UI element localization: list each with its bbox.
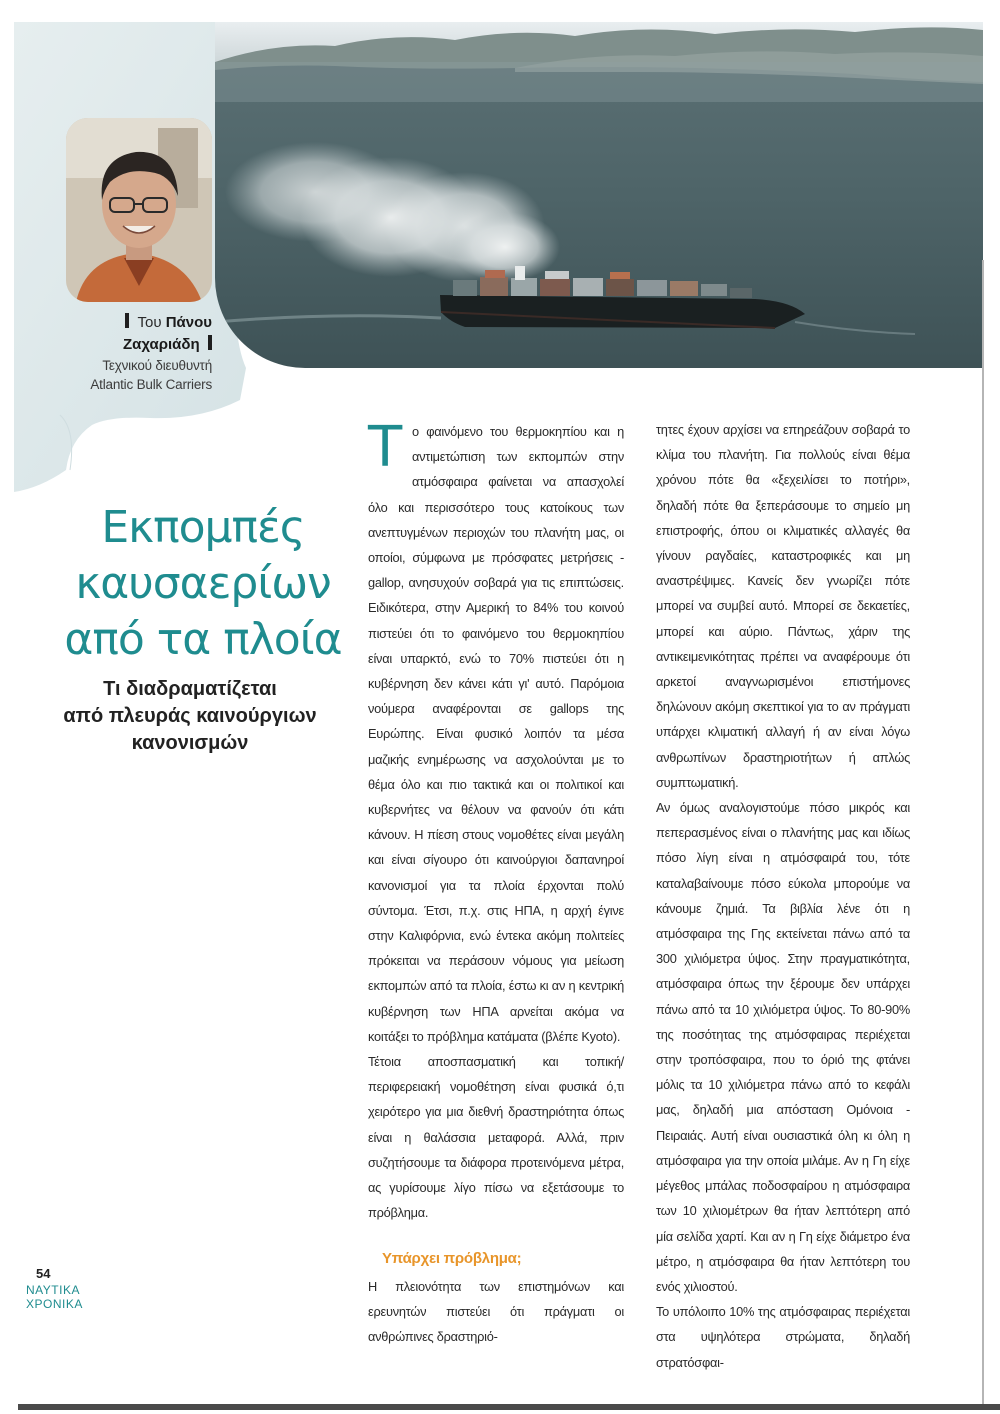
section-heading: Υπάρχει πρόβλημα;	[382, 1249, 522, 1267]
article-paragraph: Το υπόλοιπο 10% της ατμόσφαιρας περιέχεται στα υψηλότερα στρώματα, δηλαδή στρατόσφαι-	[656, 1304, 910, 1370]
author-role: Τεχνικού διευθυντή	[102, 358, 212, 373]
article-column-1	[368, 415, 624, 1349]
drop-cap: Τ	[368, 415, 402, 480]
subhead-line: Τι διαδραματίζεται	[103, 678, 277, 700]
binding-edge	[982, 260, 984, 1410]
author-byline	[40, 312, 212, 394]
article-paragraph: Αν όμως αναλογιστούμε πόσο μικρός και πεπερασμένος είναι ο πλανήτης μας και ιδίως πόσο λίγη είναι η ατμόσφαιρά του, τότε καταλαβαίνουμε πόσο εύκολα μπορούμε να κάνουμε ζημιά. Τα βιβλία λένε ότι η ατμόσφαιρα της Γης εκτείνεται πάνω από τα 300 χιλιόμετρα ύψος. Στην πραγματικότητα, ατμόσφαιρα όπως την ξέρουμε δεν υπάρχει πάνω από τα 10 χιλιόμετρα ύψος. Το 80-90% της ποσότητας της ατμόσφαιρας περιέχεται στην τροπόσφαιρα, που το όριό της φτάνει μόλις τα 10 χιλιόμετρα πάνω από το κεφάλι μας, δηλαδή μια απόσταση Ομόνοια - Πειραιάς. Αυτή είναι ουσιαστικά όλη κι όλη η ατμόσφαιρα για την οποία μιλάμε. Αν η Γη είχε μέγεθος μπάλας ποδοσφαίρου η ατμόσφαιρα των 10 χιλιομέτρων θα ήταν λεπτότερη από μία σελίδα χαρτί. Και αν η Γη είχε διάμετρο ένα μέτρο, η ατμόσφαιρα θα ήταν λεπτότερη του ενός χιλιοστού.	[656, 800, 910, 1294]
headline-line: Εκπομπές	[101, 502, 305, 553]
paragraph-text: ο φαινόμενο του θερμοκηπίου και η αντιμετώπιση των εκπομπών στην ατμόσφαιρα φαίνεται να απασχολεί όλο και περισσότερο τους κατοίκους των ανεπτυγμένων περιοχών του πλανήτη μας, οι οποίοι, σύμφωνα με πρόσφατες μετρήσεις - gallop, ανησυχούν σοβαρά για τις επιπτώσεις. Ειδικότερα, στην Αμερική το 84% του κοινού πιστεύει ότι το φαινόμενο του θερμοκηπίου είναι υπαρκτό, ενώ το 70% πιστεύει ότι η κυβέρνηση δεν κάνει κάτι γι' αυτό. Παρόμοια νούμερα αναφέρονται σε gallops της Ευρώπης. Είναι φυσικό λοιπόν τα μέσα μαζικής ενημέρωσης να ασχολούνται με το θέμα όλο και πιο τακτικά και οι πολιτικοί και κυβερνήτες να θέλουν να φανούν ότι κάτι κάνουν. Η πίεση στους νομοθέτες είναι μεγάλη και είναι σίγουρο ότι καινούργιοι δαπανηροί κανονισμοί για τα πλοία έρχονται πολύ σύντομα. Έτσι, π.χ. στις ΗΠΑ, η αρχή έγινε στην Καλιφόρνια, ενώ έντεκα ακόμη πολιτείες πρόκειται να περάσουν νόμους για μείωση εκπομπών από τα πλοία, έστω κι αν η κεντρική κυβέρνηση των ΗΠΑ αρνείται ακόμα να κοιτάξει το πρόβλημα κατάματα (βλέπε Kyoto).	[368, 424, 624, 1044]
byline-bar	[208, 335, 212, 350]
subhead-line: από πλευράς καινούργιων	[63, 705, 317, 727]
author-portrait	[66, 118, 212, 302]
article-headline	[58, 500, 348, 668]
ship-photo	[215, 22, 983, 368]
bottom-edge	[18, 1404, 1000, 1410]
article-paragraph: τητες έχουν αρχίσει να επηρεάζουν σοβαρά το κλίμα του πλανήτη. Για πολλούς είναι θέμα χρόνου πότε θα «ξεχειλίσει το ποτήρι», δηλαδή πότε θα ξεπεράσουμε το σημείο μη επιστροφής, όπου οι κλιματικές αλλαγές θα γίνουν ραγδαίες, καταστροφικές και μη αναστρέψιμες. Κανείς δεν γνωρίζει πότε μπορεί να συμβεί αυτό. Μπορεί σε δεκαετίες, μπορεί και αύριο. Πάντως, χάριν της αντικειμενικότητας πρέπει να αναφέρουμε ότι αρκετοί αναγνωρισμένοι επιστήμονες δηλώνουν ακόμη σκεπτικοί για το αν πράγματι υπάρχει κλιματική αλλαγή ή αν είναι λόγω ανθρωπίνων δραστηριοτήτων ή απλώς συμπτωματική.	[656, 422, 910, 790]
article-paragraph: Τέτοια αποσπασματική και τοπική/περιφερειακή νομοθέτηση είναι φυσικά ό,τι χειρότερο για μια διεθνή δραστηριότητα όπως είναι η θαλάσσια μεταφορά. Αλλά, πριν συζητήσουμε τα διάφορα προτεινόμενα μέτρα, ας γυρίσουμε λίγο πίσω να εξετάσουμε το πρόβλημα.	[368, 1054, 624, 1221]
article-paragraph: Η πλειονότητα των επιστημόνων και ερευνητών πιστεύει ότι πράγματι οι ανθρώπινες δραστηριό-	[368, 1278, 624, 1344]
byline-prefix: Του	[137, 314, 162, 331]
byline-bar	[125, 313, 129, 328]
article-paragraph	[368, 415, 624, 1049]
magazine-name: ΧΡΟΝΙΚΑ	[26, 1297, 83, 1311]
article-column-2	[656, 417, 910, 1375]
headline-line: από τα πλοία	[64, 614, 342, 665]
headline-line: καυσαερίων	[75, 558, 331, 609]
author-first-name: Πάνου	[165, 314, 212, 331]
page-number: 54	[36, 1266, 51, 1281]
author-company: Atlantic Bulk Carriers	[90, 377, 212, 392]
article-subhead	[40, 676, 340, 757]
magazine-name: ΝΑΥΤΙΚΑ	[26, 1283, 80, 1297]
subhead-line: κανονισμών	[131, 732, 249, 754]
author-last-name: Ζαχαριάδη	[123, 336, 200, 353]
